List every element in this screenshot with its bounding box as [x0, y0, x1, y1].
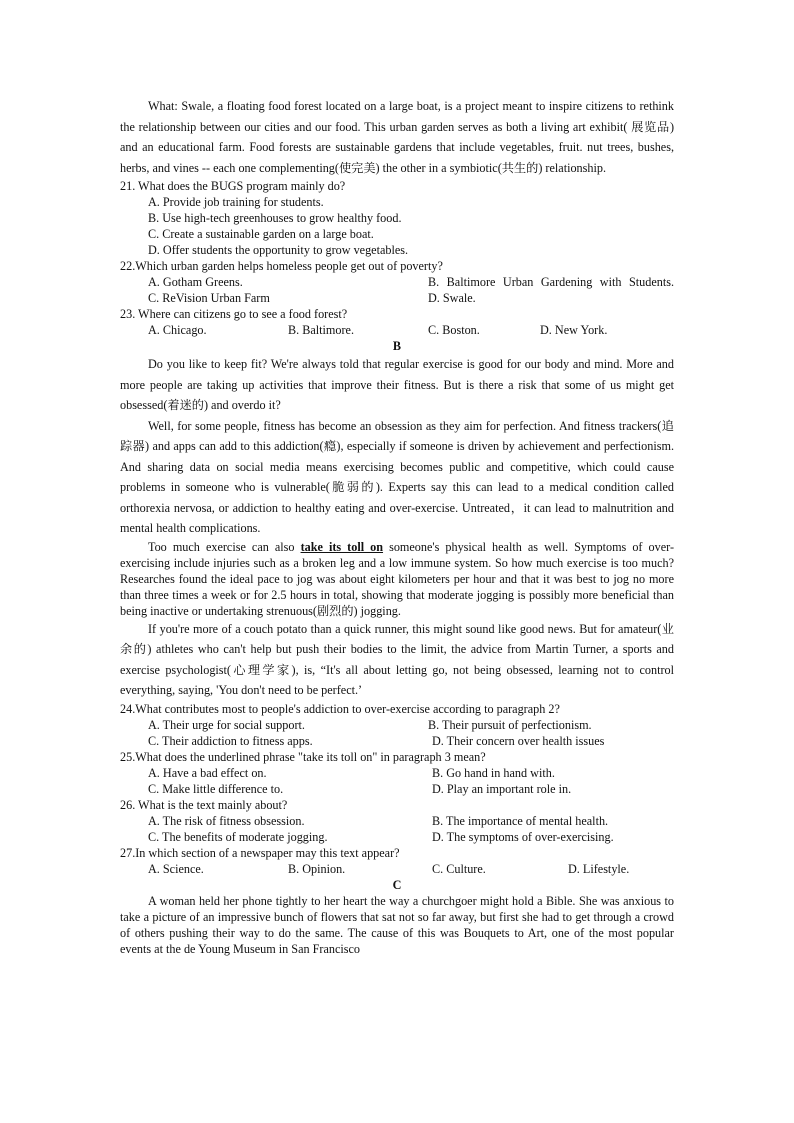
passage-a-paragraph: What: Swale, a floating food forest located on a large boat, is a project meant to inspire citizens to rethink the relationship between our cities and our food. This urban garden serves as both a living art exhibit( 展览品) and an educational farm. Food forests are sustainable gardens that include vegetables, fruit. nut trees, bushes, herbs, and vines -- each one complementing(使完美) the other in a symbiotic(共生的) relationship.: [120, 99, 674, 175]
question-25-option-a: A. Have a bad effect on.: [148, 765, 267, 780]
question-21-option-a: A. Provide job training for students.: [148, 195, 324, 209]
passage-c-paragraph-1: A woman held her phone tightly to her heart the way a churchgoer might hold a Bible. She was anxious to take a picture of an impressive bunch of flowers that sat not so far away, but first she had to get through a crowd of others pushing their way to do the same. The cause of this was Bouquets to Art, one of the most popular events at the de Young Museum in San Francisco: [120, 893, 674, 956]
question-23-option-c: C. Boston.: [428, 323, 480, 337]
question-26-option-a: A. The risk of fitness obsession.: [148, 813, 305, 828]
question-24-option-d: D. Their concern over health issues: [432, 733, 605, 748]
question-25-row-2: [120, 781, 674, 797]
paragraph-3-lead: Too much exercise can also: [148, 539, 301, 554]
question-25-option-b: B. Go hand in hand with.: [432, 765, 555, 780]
question-24-option-a: A. Their urge for social support.: [148, 717, 305, 732]
question-27-option-b: B. Opinion.: [288, 861, 346, 876]
question-27-option-c: C. Culture.: [432, 861, 486, 876]
underlined-phrase: take its toll on: [300, 539, 384, 554]
question-27-stem: 27.In which section of a newspaper may this text appear?: [120, 845, 400, 860]
passage-b-paragraph-4: If you're more of a couch potato than a quick runner, this might sound like good news. But for amateur(业余的) athletes who can't help but push their bodies to the limit, the advice from Martin Turner, a sports and exercise psychologist(心理学家), is, “It's all about letting go, not being obsessed, learning not to control everything, saying, 'You don't need to be perfect.’: [120, 621, 674, 697]
question-23-option-b: B. Baltimore.: [288, 323, 355, 337]
question-26-option-b: B. The importance of mental health.: [432, 813, 609, 828]
paragraph-3-rest: someone's physical health as well. Symptoms of over-exercising include injuries such as a broken leg and a low immune system. So how much exercise is too much? Researches found the ideal pace to jog was about eight kilometers per hour and that it was best to jog no more than three times a week or for 2.5 hours in total, showing that moderate jogging is possibly more beneficial than being inactive or undertaking strenuous(剧烈的) jogging.: [120, 539, 675, 618]
question-22-option-b: B. Baltimore Urban Gardening with Students.: [428, 275, 674, 289]
question-23-stem: 23. Where can citizens go to see a food forest?: [120, 307, 348, 321]
question-27-option-d: D. Lifestyle.: [568, 861, 630, 876]
question-22-option-d: D. Swale.: [428, 291, 476, 305]
question-22-option-a: A. Gotham Greens.: [148, 275, 243, 289]
section-b-heading: B: [392, 339, 402, 353]
question-23-option-a: A. Chicago.: [148, 323, 207, 337]
question-22-option-c: C. ReVision Urban Farm: [148, 291, 270, 305]
question-21-stem: 21. What does the BUGS program mainly do?: [120, 179, 346, 193]
question-23-option-d: D. New York.: [540, 323, 608, 337]
question-21-option-b: B. Use high-tech greenhouses to grow healthy food.: [148, 211, 402, 225]
question-24-stem: 24.What contributes most to people's addiction to over-exercise according to paragraph 2?: [120, 701, 560, 716]
passage-b-paragraph-1: Do you like to keep fit? We're always told that regular exercise is good for our body and mind. More and more people are taking up activities that improve their fitness. But is there a risk that some of us might get obsessed(着迷的) and overdo it?: [120, 357, 674, 412]
question-25-row-1: [120, 765, 674, 781]
question-22-row-1: [120, 274, 674, 290]
section-c-heading: C: [392, 877, 402, 892]
question-24-option-b: B. Their pursuit of perfectionism.: [428, 717, 592, 732]
passage-b-paragraph-2: Well, for some people, fitness has become an obsession as they aim for perfection. And fitness trackers(追踪器) and apps can add to this addiction(瘾), especially if someone is driven by achievement and perfectionism. And sharing data on social media means exercising becomes public and competitive, which could cause problems in someone who is vulnerable(脆弱的). Experts say this can lead to a medical condition called orthorexia nervosa, or addiction to healthy eating and over-exercise. Untreated，it can lead to malnutrition and mental health complications.: [120, 418, 674, 535]
question-24-row-1: [120, 717, 674, 733]
question-26-option-c: C. The benefits of moderate jogging.: [148, 829, 328, 844]
question-23-row: [120, 322, 674, 338]
question-26-stem: 26. What is the text mainly about?: [120, 797, 288, 812]
question-24-option-c: C. Their addiction to fitness apps.: [148, 733, 313, 748]
question-26-row-2: [120, 829, 674, 845]
question-25-option-c: C. Make little difference to.: [148, 781, 284, 796]
question-25-stem: 25.What does the underlined phrase "take its toll on" in paragraph 3 mean?: [120, 749, 486, 764]
passage-b-paragraph-3: [120, 539, 674, 619]
question-21-option-c: C. Create a sustainable garden on a large boat.: [148, 227, 374, 241]
question-26-row-1: [120, 813, 674, 829]
question-22-stem: 22.Which urban garden helps homeless people get out of poverty?: [120, 259, 443, 273]
question-21-option-d: D. Offer students the opportunity to grow vegetables.: [148, 243, 409, 257]
question-25-option-d: D. Play an important role in.: [432, 781, 572, 796]
question-24-row-2: [120, 733, 674, 749]
question-22-row-2: [120, 290, 674, 306]
exam-page: [120, 96, 674, 957]
question-27-row: [120, 861, 674, 877]
question-27-option-a: A. Science.: [148, 861, 204, 876]
question-26-option-d: D. The symptoms of over-exercising.: [432, 829, 614, 844]
